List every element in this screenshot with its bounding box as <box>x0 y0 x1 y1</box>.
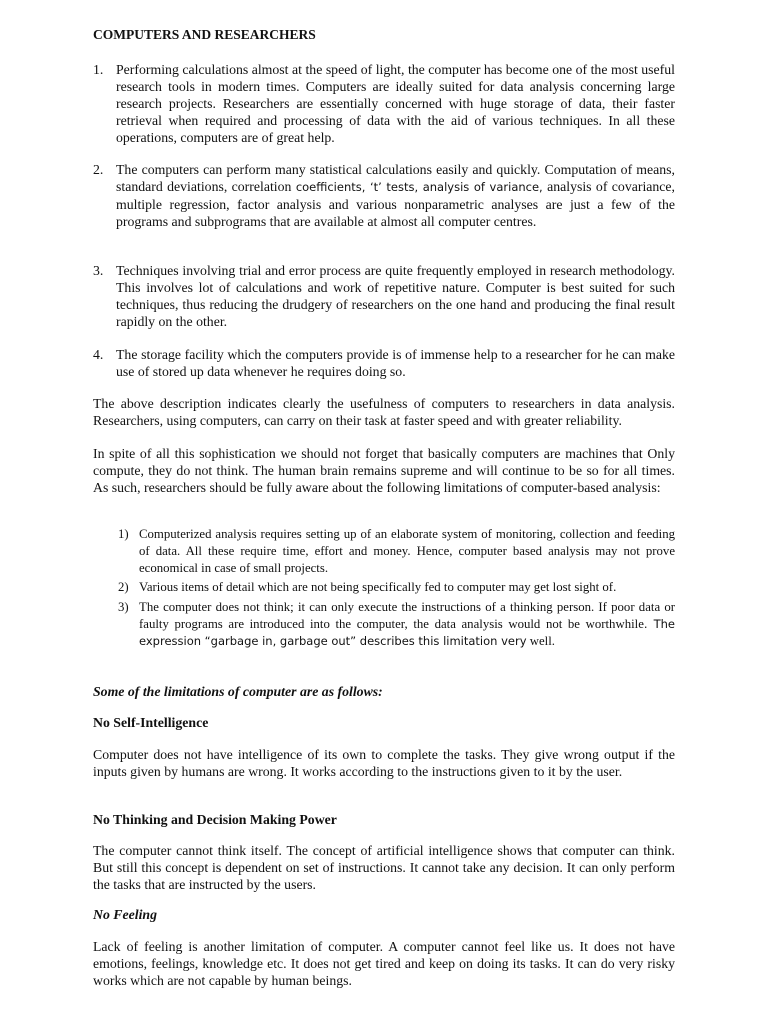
sub-item-text: The computer does not think; it can only execute the instructions of a thinking person. If poor data or faulty programs are introduced into the computer, the data analysis would not be worthwhile. The expression “garbage in, garbage out” describes this limitation very well. <box>139 600 675 648</box>
section-body-no-feeling: Lack of feeling is another limitation of computer. A computer cannot feel like us. It does not have emotions, feelings, knowledge etc. It does not get tired and keep on doing its tasks. It can do very risky works which are not capable by human beings. <box>93 939 675 988</box>
limitations-heading: Some of the limitations of computer are as follows: <box>93 684 383 699</box>
item-text: Techniques involving trial and error process are quite frequently employed in research methodology. This involves lot of calculations and work of repetitive nature. Computer is best suited for such techniques, thus reducing the drudgery of researchers on the one hand and producing the final result rapidly on the other. <box>116 263 675 329</box>
item-number: 1. <box>93 62 104 77</box>
item-text: Performing calculations almost at the speed of light, the computer has become one of the most useful research tools in modern times. Computers are ideally suited for data analysis concerning large research projects. Researchers are essentially concerned with huge storage of data, their faster retrieval when required and processing of data with the aid of various techniques. In all these operations, computers are of great help. <box>116 62 675 145</box>
sub-item-text: Computerized analysis requires setting up of an elaborate system of monitoring, collection and feeding of data. All these require time, effort and money. Hence, computer based analysis may not prove economical in case of small projects. <box>139 527 675 575</box>
sub-item-2 <box>118 579 675 596</box>
numbered-item-3 <box>93 262 675 330</box>
section-heading-no-thinking: No Thinking and Decision Making Power <box>93 812 337 827</box>
sub-item-number: 3) <box>118 600 129 614</box>
paragraph-usefulness: The above description indicates clearly the usefulness of computers to researchers in data analysis. Researchers, using computers, can carry on their task at faster speed and with greater reliability. <box>93 396 675 428</box>
item-number: 2. <box>93 162 104 177</box>
section-body-no-self-intelligence: Computer does not have intelligence of its own to complete the tasks. They give wrong output if the inputs given by humans are wrong. It works according to the instructions given to it by the user. <box>93 747 675 779</box>
sub-item-text: Various items of detail which are not being specifically fed to computer may get lost sight of. <box>139 580 617 594</box>
numbered-item-1 <box>93 61 675 146</box>
item-text: The computers can perform many statistical calculations easily and quickly. Computation of means, standard deviations, correlation coefficients, ‘t’ tests, analysis of variance, analysis of covariance, multiple regression, factor analysis and various nonparametric analyses are just a few of the programs and subprograms that are available at almost all computer centres. <box>116 162 675 229</box>
section-body-no-thinking: The computer cannot think itself. The concept of artificial intelligence shows that computer can think. But still this concept is dependent on set of instructions. It cannot take any decision. It can only perform the tasks that are instructed by the users. <box>93 843 675 892</box>
sub-item-1 <box>118 526 675 577</box>
sub-item-number: 1) <box>118 527 129 541</box>
section-heading-no-self-intelligence: No Self-Intelligence <box>93 715 209 730</box>
numbered-item-4 <box>93 346 675 380</box>
item-number: 4. <box>93 347 104 362</box>
numbered-item-2 <box>93 161 675 230</box>
sub-item-number: 2) <box>118 580 129 594</box>
page-title: COMPUTERS AND RESEARCHERS <box>93 27 316 42</box>
section-heading-no-feeling: No Feeling <box>93 907 157 922</box>
item-text: The storage facility which the computers provide is of immense help to a researcher for he can make use of stored up data whenever he requires doing so. <box>116 347 675 379</box>
item-number: 3. <box>93 263 104 278</box>
paragraph-limitations-intro: In spite of all this sophistication we should not forget that basically computers are machines that Only compute, they do not think. The human brain remains supreme and will continue to be so for all times. As such, researchers should be fully aware about the following limitations of computer-based analysis: <box>93 446 675 495</box>
sub-item-3 <box>118 599 675 650</box>
